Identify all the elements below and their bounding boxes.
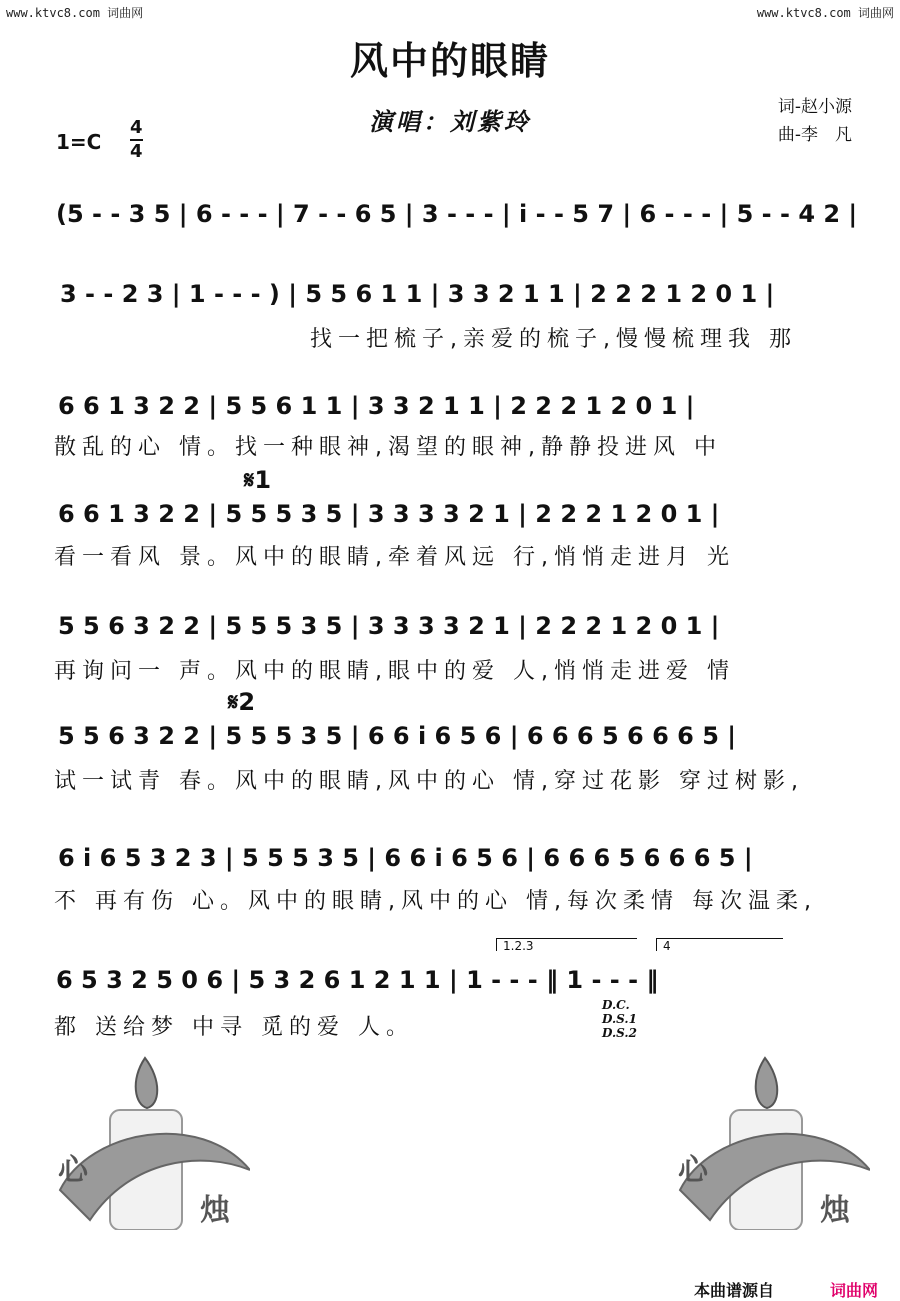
candle-illustration-left <box>50 1050 250 1230</box>
score-row-7-lyric: 不 再有伤 心。风中的眼睛,风中的心 情,每次柔情 每次温柔, <box>54 889 817 914</box>
candle-char-left: 心 <box>58 1153 88 1188</box>
score-row-8-notes: 6 5 3 2 5 0 6 | 5 3 2 6 1 2 1 1 | 1 - - - ‖ 1 - - - ‖ <box>56 966 659 994</box>
score-row-2-lyric: 找一把梳子,亲爱的梳子,慢慢梳理我 那 <box>310 327 797 352</box>
song-title: 风中的眼睛 <box>349 38 550 83</box>
score-row-3-notes: 6 6 1 3 2 2 | 5 5 6 1 1 | 3 3 2 1 1 | 2 2 2 1 2 0 1 | <box>58 392 695 420</box>
volta-second-ending <box>656 938 783 951</box>
key-signature: 1=C <box>56 130 102 154</box>
candle-char-right: 烛 <box>200 1193 230 1228</box>
score-row-6-lyric: 试一试青 春。风中的眼睛,风中的心 情,穿过花影 穿过树影, <box>54 769 804 794</box>
dc-marking: D.C. <box>602 998 630 1012</box>
singer-credit: 演唱：刘紫玲 <box>369 107 531 136</box>
time-top: 4 <box>130 117 143 138</box>
time-signature <box>130 118 143 162</box>
ds2-marking: D.S.2 <box>602 1026 637 1040</box>
score-row-5-lyric: 再询问一 声。风中的眼睛,眼中的爱 人,悄悄走进爱 情 <box>54 659 735 684</box>
site-watermark-left: www.ktvc8.com 词曲网 <box>6 6 144 20</box>
segno-2: 𝄋2 <box>228 688 256 716</box>
candle-illustration-right <box>670 1050 870 1230</box>
time-bottom: 4 <box>130 141 143 162</box>
composer-credit: 曲-李 凡 <box>777 125 852 145</box>
volta-first-ending <box>496 938 637 951</box>
brand-link[interactable]: 词曲网 <box>830 1281 879 1300</box>
score-row-5-notes: 5 5 6 3 2 2 | 5 5 5 3 5 | 3 3 3 3 2 1 | 2 2 2 1 2 0 1 | <box>58 612 720 640</box>
segno-1: 𝄋1 <box>244 466 272 494</box>
score-row-2-notes: 3 - - 2 3 | 1 - - - ) | 5 5 6 1 1 | 3 3 2 1 1 | 2 2 2 1 2 0 1 | <box>60 280 775 308</box>
score-row-8-lyric: 都 送给梦 中寻 觅的爱 人。 <box>54 1015 414 1040</box>
score-row-4-lyric: 看一看风 景。风中的眼睛,牵着风远 行,悄悄走进月 光 <box>54 545 735 570</box>
dc-ds-markings <box>602 998 637 1040</box>
score-row-3-lyric: 散乱的心 情。找一种眼神,渴望的眼神,静静投进风 中 <box>54 435 722 460</box>
candle-char-left-2: 心 <box>678 1153 708 1188</box>
volta-first-label: 1.2.3 <box>503 939 534 953</box>
site-watermark-right: www.ktvc8.com 词曲网 <box>756 6 894 20</box>
lyricist-credit: 词-赵小源 <box>777 97 852 117</box>
candle-char-right-2: 烛 <box>820 1193 850 1228</box>
score-row-6-notes: 5 5 6 3 2 2 | 5 5 5 3 5 | 6 6 i 6 5 6 | 6 6 6 5 6 6 6 5 | <box>58 722 737 750</box>
source-label: 本曲谱源自 <box>694 1281 775 1300</box>
score-row-4-notes: 6 6 1 3 2 2 | 5 5 5 3 5 | 3 3 3 3 2 1 | 2 2 2 1 2 0 1 | <box>58 500 720 528</box>
score-row-7-notes: 6 i 6 5 3 2 3 | 5 5 5 3 5 | 6 6 i 6 5 6 | 6 6 6 5 6 6 6 5 | <box>58 844 753 872</box>
ds1-marking: D.S.1 <box>602 1012 637 1026</box>
score-row-1-notes: (5 - - 3 5 | 6 - - - | 7 - - 6 5 | 3 - - - | i - - 5 7 | 6 - - - | 5 - - 4 2 | <box>56 200 858 228</box>
volta-second-label: 4 <box>663 939 671 953</box>
